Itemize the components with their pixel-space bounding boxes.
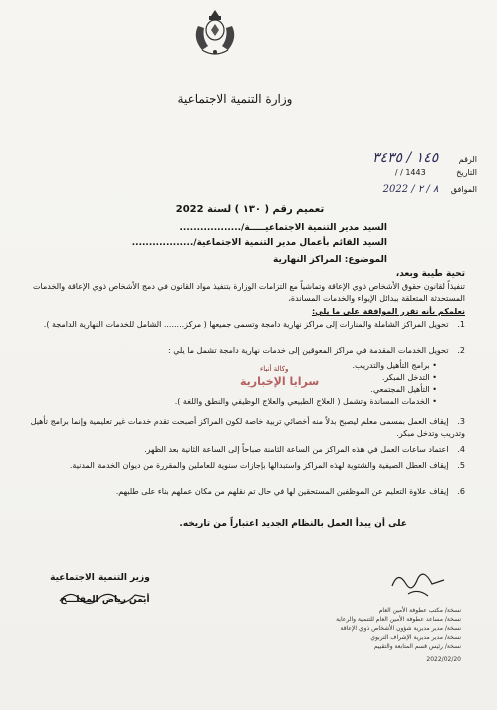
item-number: 6.	[457, 487, 465, 496]
bullet-item: • الخدمات المساندة وتشمل ( العلاج الطبيعي والعلاج الوظيفي والنطق واللغة ).	[174, 397, 437, 406]
copy-date: 2022/02/20	[426, 656, 461, 663]
corr-label: الموافق	[450, 185, 477, 194]
subject-line: الموضوع: المراكز النهارية	[273, 255, 387, 265]
item-5	[25, 460, 465, 472]
bullet-text: التأهيل المجتمعي.	[370, 385, 430, 394]
circular-title: تعميم رقم ( ١٣٠ ) لسنة 2022	[175, 204, 325, 215]
copies-list	[311, 606, 461, 664]
bullet-item: • التدخل المبكر.	[381, 373, 437, 382]
bullet-text: الخدمات المساندة وتشمل ( العلاج الطبيعي والعلاج الوظيفي والنطق واللغة ).	[174, 397, 430, 406]
item-number: 1.	[457, 320, 465, 329]
decision-line: نعلمكم بأنه تقرر الموافقة على ما يلي:	[311, 307, 465, 316]
copy-line: نسخة/ مكتب عطوفة الأمين العام	[378, 607, 461, 614]
item-text: اعتماد ساعات العمل في هذه المراكز من الساعة الثامنة صباحاً إلى الساعة الثانية بعد الظهر.	[144, 445, 449, 454]
reference-row	[317, 150, 477, 166]
bullet-item: • التأهيل المجتمعي.	[370, 385, 437, 394]
item-4	[25, 444, 465, 456]
item-1	[25, 319, 465, 331]
addressee-2: السيد القائم بأعمال مدير التنمية الاجتماعية/..................	[131, 238, 387, 248]
item-text: إيقاف علاوة التعليم عن الموظفين المستحقين لها في حال تم نقلهم من مكان عملهم بناء على طلبهم.	[115, 487, 449, 496]
signature-title: وزير التنمية الاجتماعية	[50, 573, 150, 583]
intro-paragraph: تنفيذاً لقانون حقوق الأشخاص ذوي الإعاقة وتماشياً مع التزامات الوزارة بتنفيذ مواد القانون في دمج الأشخاص ذوي الإعاقة والخدمات المستحدثة المتعلقة ببدائل الإيواء والخدمات المساندة،	[33, 282, 465, 303]
ref-label: الرقم	[458, 155, 477, 164]
bullet-list	[37, 360, 437, 408]
watermark-top: وكالة أنباء	[260, 365, 289, 373]
item-number: 3.	[457, 417, 465, 426]
date-value: 1443 / /	[394, 168, 426, 177]
item-2	[25, 345, 465, 357]
royal-crest-icon	[188, 6, 242, 60]
item-text: إيقاف العطل الصيفية والشتوية لهذه المراكز واستبدالها بإجازات سنوية للعاملين والمقررة من ديوان الخدمة المدنية.	[69, 461, 449, 470]
corr-value: ٨ / ٢ / 2022	[382, 184, 439, 195]
item-text: تحويل المراكز الشاملة والمنارات إلى مراكز نهارية دامجة وتسمى جميعها ( مركز........ الشامل للخدمات النهارية الدامجة ).	[43, 320, 449, 329]
item-number: 4.	[457, 445, 465, 454]
item-text: تحويل الخدمات المقدمة في مراكز المعوقين إلى خدمات نهارية دامجة تشمل ما يلي :	[167, 346, 449, 355]
bullet-item: • برامج التأهيل والتدريب.	[352, 361, 437, 370]
copy-line: نسخة/ مساعد عطوفة الأمين العام للتنمية والرعاية	[336, 616, 461, 623]
bullet-text: برامج التأهيل والتدريب.	[352, 361, 430, 370]
item-text: إيقاف العمل بمسمى معلم ليصبح بدلاً منه أخصائي تربية خاصة لكون المراكز أصبحت تقدم خدمات غير تعليمية وإنما برامج تأهيل وتدريب وتدخل مبكر.	[30, 417, 465, 438]
corresponding-row	[317, 184, 477, 195]
ref-value: ١٤٥ / ٣٤٣٥	[371, 150, 439, 166]
ministry-name: وزارة التنمية الاجتماعية	[177, 92, 293, 106]
initials-scribble-icon	[388, 566, 448, 600]
copy-line: نسخة/ مدير مديرية شؤون الأشخاص ذوي الإعاقة	[340, 625, 461, 632]
item-6	[25, 486, 465, 498]
item-number: 5.	[457, 461, 465, 470]
item-3	[25, 416, 465, 440]
greeting: تحية طيبة وبعد،	[395, 269, 465, 279]
watermark-bottom: سرايا الإخبارية	[240, 375, 320, 388]
date-row	[317, 168, 477, 177]
bullet-text: التدخل المبكر.	[381, 373, 430, 382]
copy-line: نسخة/ رئيس قسم المتابعة والتقييم	[373, 643, 461, 650]
news-watermark	[240, 365, 360, 405]
date-label: التاريخ	[456, 168, 477, 177]
copy-line: نسخة/ مدير مديرية الإشراف التربوي	[370, 634, 461, 641]
addressee-1: السيد مدير التنمية الاجتماعيـــــة/..................	[179, 223, 387, 233]
signature-name: أيمن رياض المفلـــح	[60, 595, 150, 605]
closing-line: على أن يبدأ العمل بالنظام الجديد اعتباراً من تاريخه.	[179, 519, 407, 529]
item-number: 2.	[457, 346, 465, 355]
